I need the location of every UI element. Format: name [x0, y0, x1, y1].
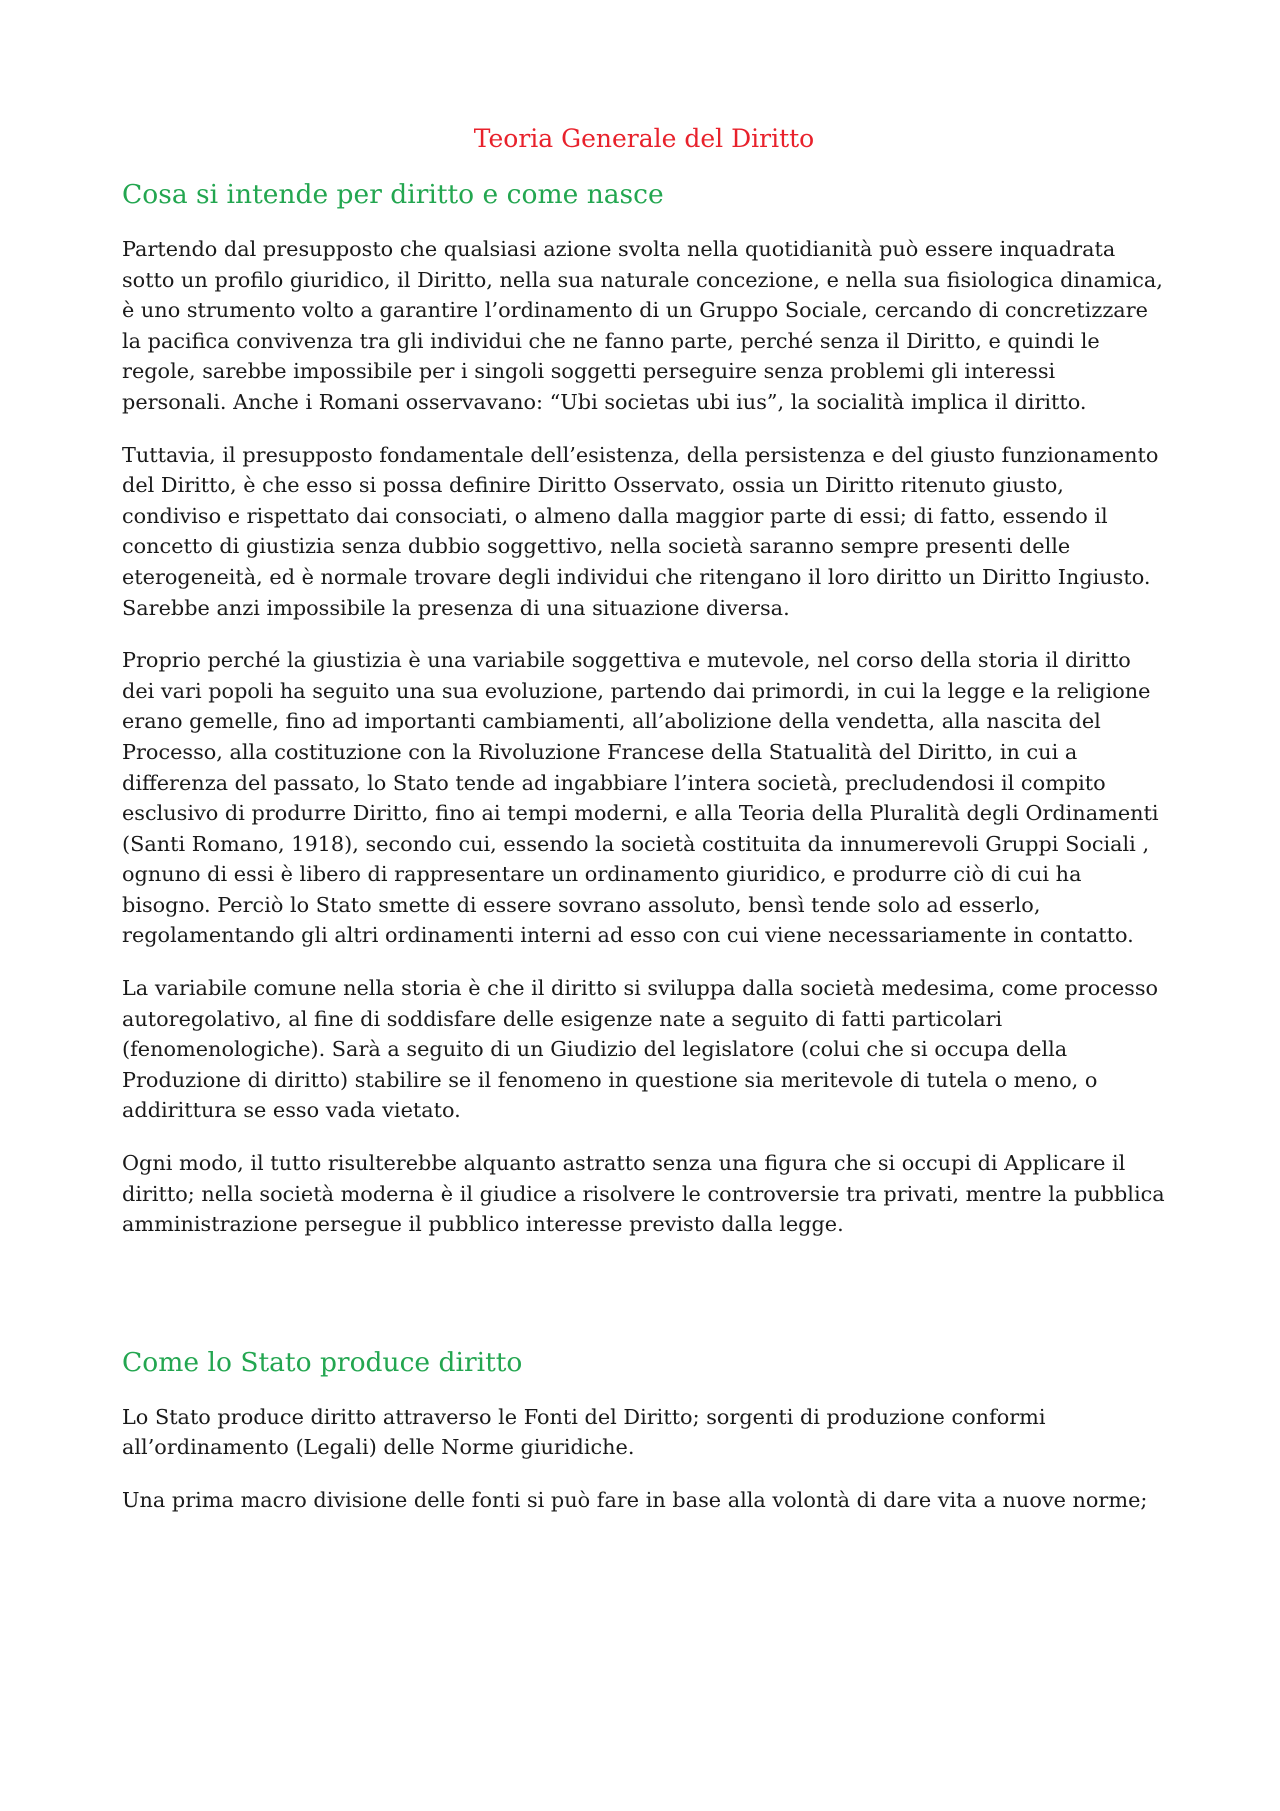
paragraph: Proprio perché la giustizia è una variabile soggettiva e mutevole, nel corso della storia il diritto dei vari popoli ha seguito una sua evoluzione, partendo dai primordi, in cui la legge e la religione erano gemelle, fino ad importanti cambiamenti, all’abolizione della vendetta, alla nascita del Processo, alla costituzione con la Rivoluzione Francese della Statualità del Diritto, in cui a differenza del passato, lo Stato tende ad ingabbiare l’intera società, precludendosi il compito esclusivo di produrre Diritto, fino ai tempi moderni, e alla Teoria della Pluralità degli Ordinamenti (Santi Romano, 1918), secondo cui, essendo la società costituita da innumerevoli Gruppi Sociali , ognuno di essi è libero di rappresentare un ordinamento giuridico, e produrre ciò di cui ha bisogno. Perciò lo Stato smette di essere sovrano assoluto, bensì tende solo ad esserlo, regolamentando gli altri ordinamenti interni ad esso con cui viene necessariamente in contatto.	[122, 648, 1159, 948]
paragraph: La variabile comune nella storia è che il diritto si sviluppa dalla società medesima, come processo autoregolativo, al fine di soddisfare delle esigenze nate a seguito di fatti particolari (fenomenologiche). Sarà a seguito di un Giudizio del legislatore (colui che si occupa della Produzione di diritto) stabilire se il fenomeno in questione sia meritevole di tutela o meno, o addirittura se esso vada vietato.	[122, 976, 1159, 1123]
section-heading-state-production: Come lo Stato produce diritto	[122, 1346, 523, 1378]
paragraph: Ogni modo, il tutto risulterebbe alquanto astratto senza una figura che si occupi di Applicare il diritto; nella società moderna è il giudice a risolvere le controversie tra privati, mentre la pubblica amministrazione persegue il pubblico interesse previsto dalla legge.	[122, 1151, 1165, 1237]
paragraph: Lo Stato produce diritto attraverso le Fonti del Diritto; sorgenti di produzione conformi all’ordinamento (Legali) delle Norme giuridiche.	[122, 1404, 1046, 1460]
paragraph: Partendo dal presupposto che qualsiasi azione svolta nella quotidianità può essere inquadrata sotto un profilo giuridico, il Diritto, nella sua naturale concezione, e nella sua fisiologica dinamica, è uno strumento volto a garantire l’ordinamento di un Gruppo Sociale, cercando di concretizzare la pacifica convivenza tra gli individui che ne fanno parte, perché senza il Diritto, e quindi le regole, sarebbe impossibile per i singoli soggetti perseguire senza problemi gli interessi personali. Anche i Romani osservavano: “Ubi societas ubi ius”, la socialità implica il diritto.	[122, 237, 1163, 414]
section-heading-origin: Cosa si intende per diritto e come nasce	[122, 179, 664, 210]
paragraph: Tuttavia, il presupposto fondamentale dell’esistenza, della persistenza e del giusto funzionamento del Diritto, è che esso si possa definire Diritto Osservato, ossia un Diritto ritenuto giusto, condiviso e rispettato dai consociati, o almeno dalla maggior parte di essi; di fatto, essendo il concetto di giustizia senza dubbio soggettivo, nella società saranno sempre presenti delle eterogeneità, ed è normale trovare degli individui che ritengano il loro diritto un Diritto Ingiusto. Sarebbe anzi impossibile la presenza di una situazione diversa.	[122, 442, 1159, 620]
paragraph: Una prima macro divisione delle fonti si può fare in base alla volontà di dare vita a nuove norme;	[122, 1488, 1148, 1512]
document-title: Teoria Generale del Diritto	[473, 124, 815, 153]
